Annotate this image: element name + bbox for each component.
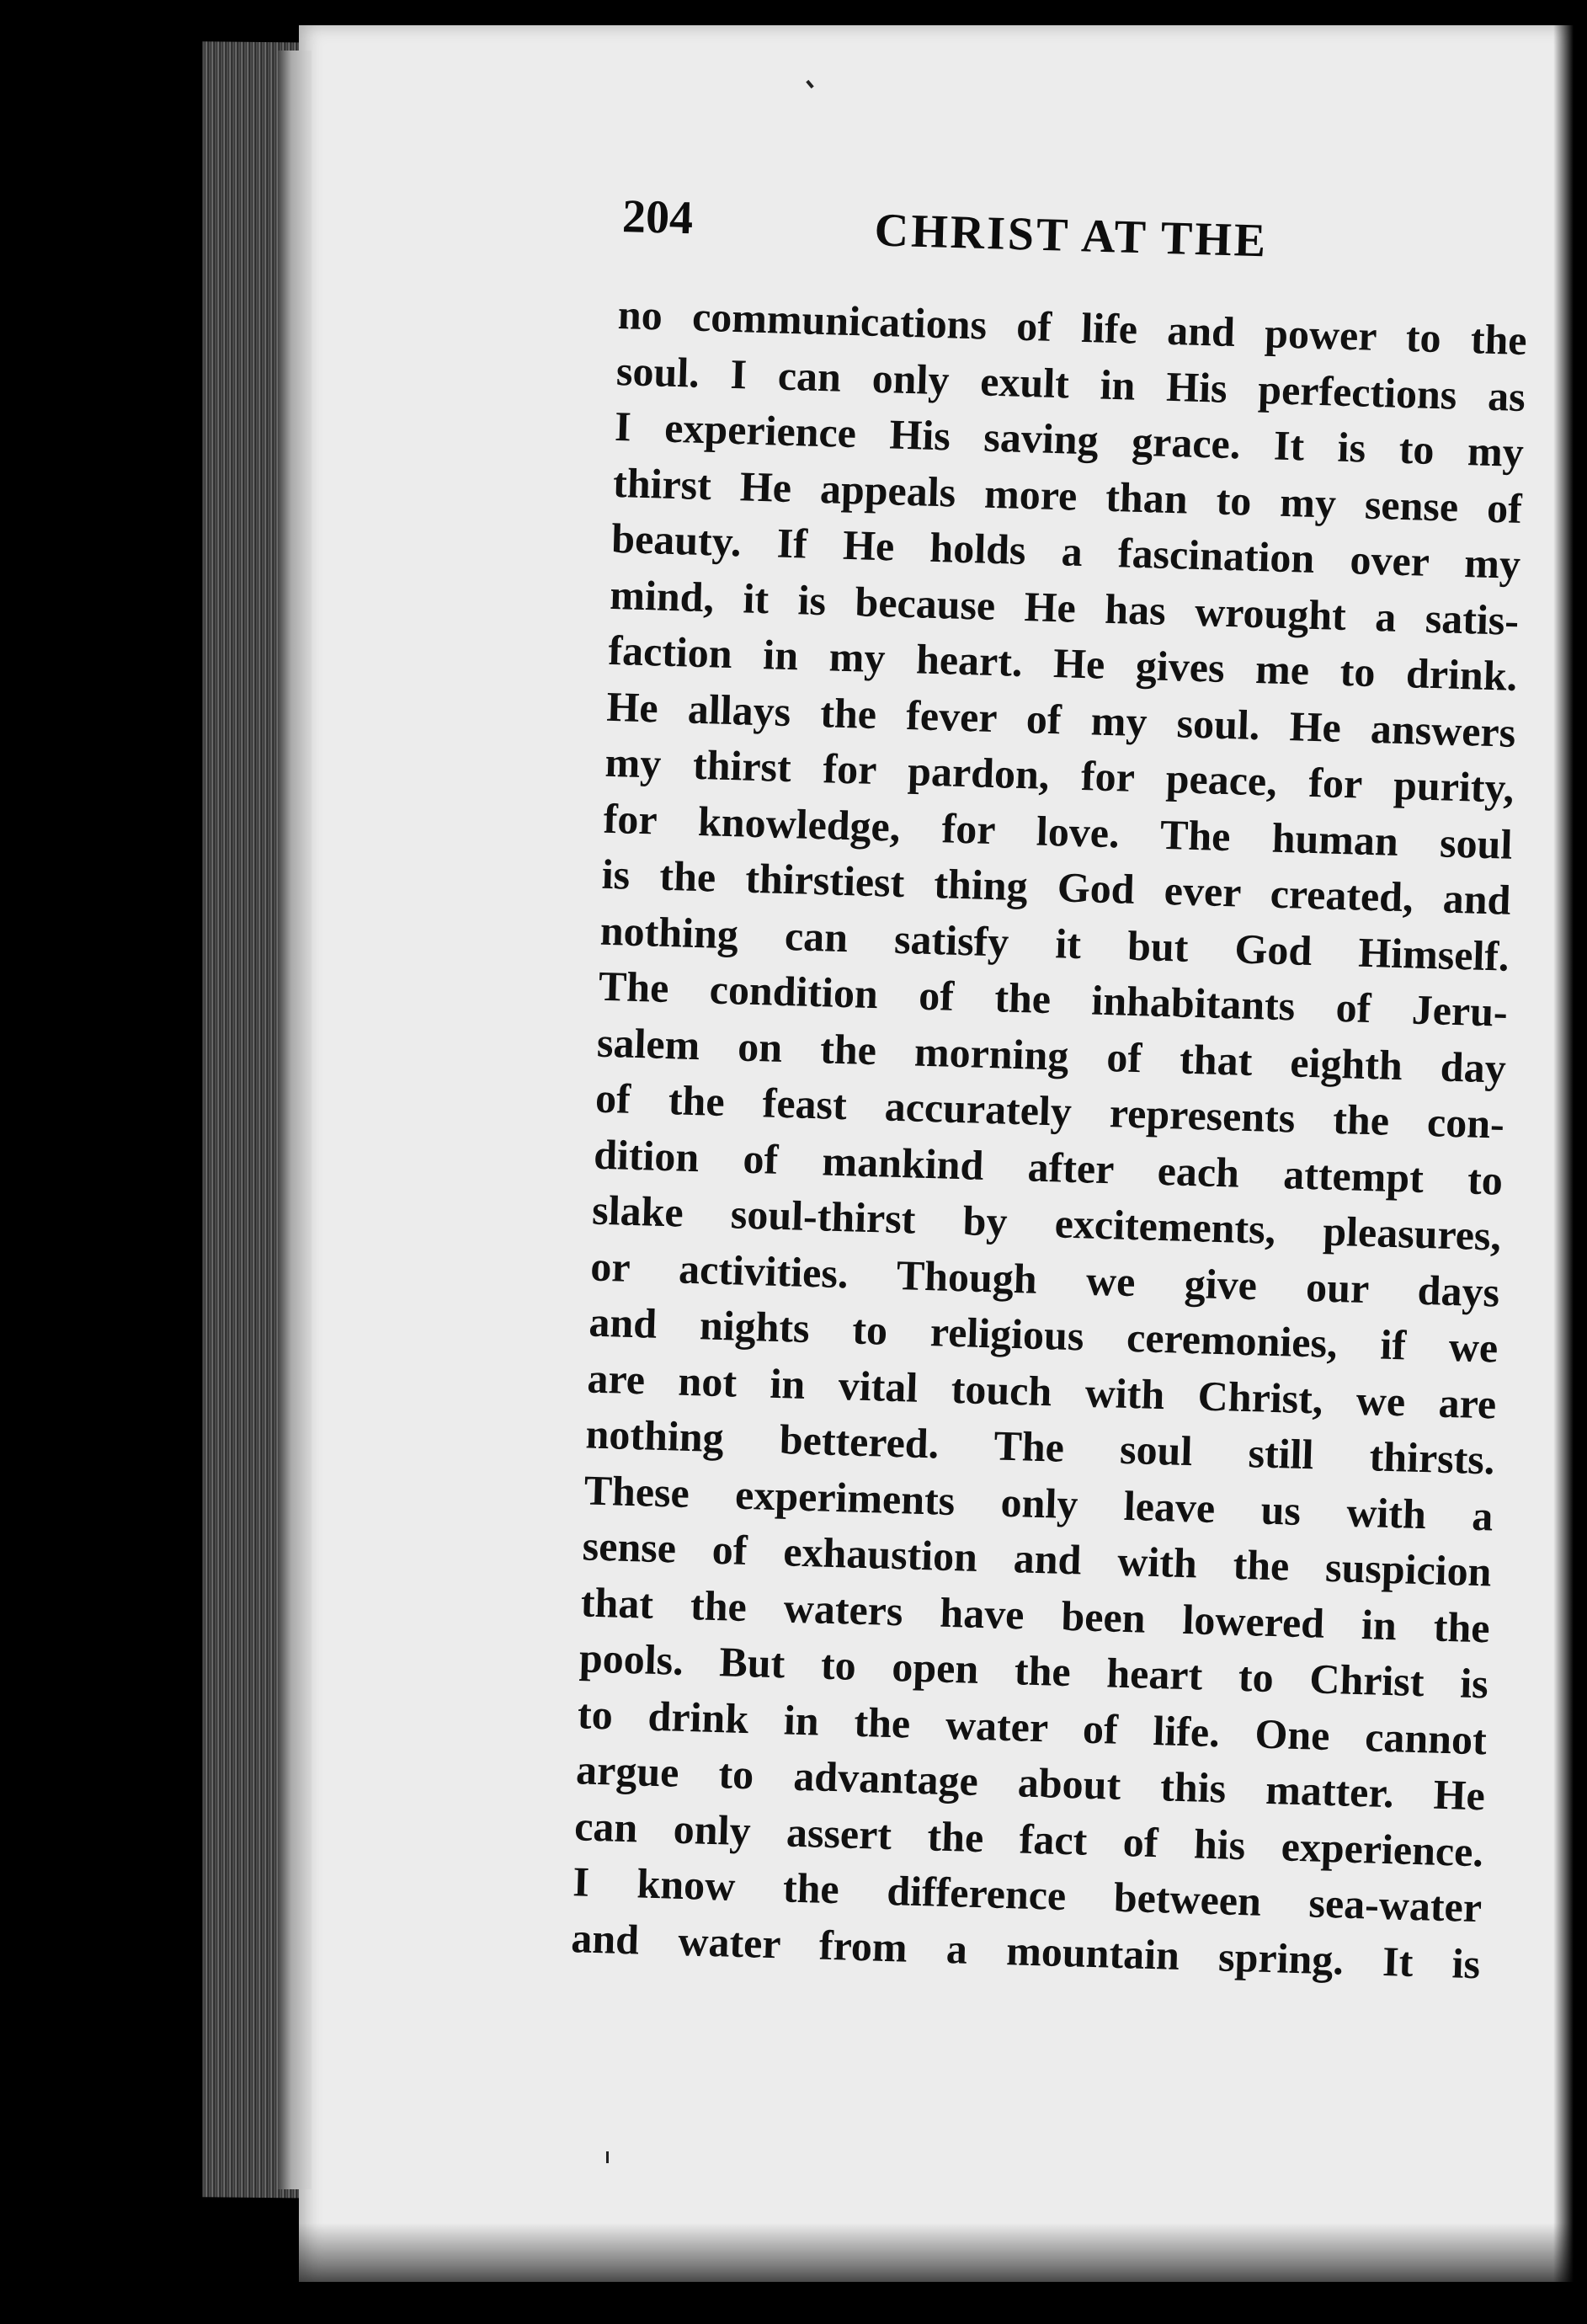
text-line: and water from a mountain spring. It is (570, 1913, 1481, 1987)
text-line: for knowledge, for love. The human soul (603, 794, 1514, 868)
text-line: argue to advantage about this matter. He (575, 1746, 1486, 1820)
text-line: nothing can satisfy it but God Himself. (599, 906, 1510, 980)
page-gutter-shadow (278, 51, 312, 2189)
page-bottom-shadow (299, 2223, 1587, 2324)
text-line: can only assert the fact of his experience. (573, 1801, 1484, 1875)
text-line: to drink in the water of life. One cannot (577, 1689, 1488, 1763)
text-line: sense of exhaustion and with the suspicion (582, 1522, 1493, 1596)
running-title: CHRIST AT THE (873, 204, 1269, 268)
text-line: mind, it is because He has wrought a satis- (609, 570, 1520, 644)
text-line: and nights to religious ceremonies, if we (588, 1298, 1499, 1372)
text-line: that the waters have been lowered in the (580, 1577, 1491, 1651)
text-line: He allays the fever of my soul. He answers (605, 682, 1517, 756)
text-line: pools. But to open the heart to Christ is (578, 1634, 1489, 1708)
text-line: salem on the morning of that eighth day (596, 1018, 1507, 1092)
text-line: are not in vital touch with Christ, we are (586, 1353, 1498, 1428)
text-line: These experiments only leave us with a (583, 1465, 1494, 1539)
text-line: nothing bettered. The soul still thirsts. (584, 1410, 1496, 1484)
dust-speck (606, 2151, 609, 2163)
text-line: The condition of the inhabitants of Jeru- (598, 962, 1509, 1036)
right-edge-shadow (1553, 0, 1587, 2324)
text-line: faction in my heart. He gives me to drink. (607, 626, 1518, 700)
page-number: 204 (621, 189, 694, 245)
text-line: slake soul-thirst by excitements, pleasures, (591, 1186, 1502, 1260)
text-line: thirst He appeals more than to my sense of (612, 458, 1523, 532)
text-line: of the feast accurately represents the con- (594, 1074, 1505, 1148)
text-line: soul. I can only exult in His perfections as (615, 346, 1526, 420)
text-line: I experience His saving grace. It is to my (614, 402, 1525, 477)
text-line: my thirst for pardon, for peace, for purity, (604, 738, 1515, 812)
text-line: or activities. Though we give our days (589, 1242, 1500, 1316)
text-line: I know the difference between sea-water (572, 1858, 1483, 1932)
text-line: no communications of life and power to the (617, 290, 1528, 365)
body-text (571, 286, 1528, 1991)
text-line: is the thirstiest thing God ever created, and (601, 850, 1512, 924)
text-line: dition of mankind after each attempt to (593, 1130, 1504, 1204)
text-line: beauty. If He holds a fascination over my (610, 514, 1521, 588)
